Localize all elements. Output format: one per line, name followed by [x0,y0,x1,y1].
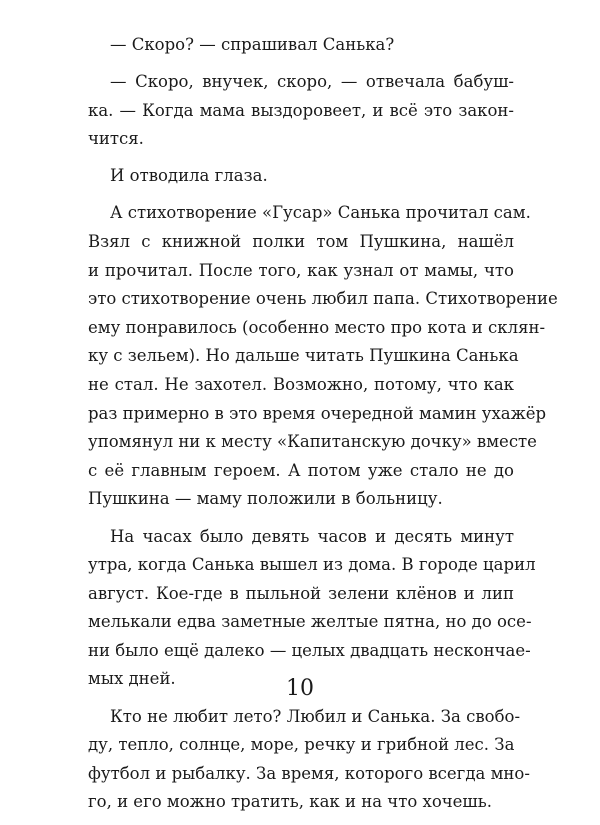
text-line: На часах было девять часов и десять минут [110,526,514,546]
text-line: мелькали едва заметные желтые пятна, но до осе- [88,612,532,632]
paragraph [88,523,536,695]
text-line: это стихотворение очень любил папа. Стихотворение [88,289,558,309]
text-line: ни было ещё далеко — целых двадцать нескончае- [88,640,531,660]
text-line: го, и его можно тратить, как и на что хочешь. [88,792,493,812]
text-line: упомянул ни к месту «Капитанскую дочку» вместе [88,432,537,452]
text-line: футбол и рыбалку. За время, которого всегда мно- [88,763,530,783]
text-line: И отводила глаза. [110,166,268,186]
text-line: — Скоро? — спрашивал Санька? [110,35,395,54]
text-line: ка. — Когда мама выздоровеет, и всё это закон- [88,100,514,120]
text-line: чится. [88,129,144,149]
paragraph [88,68,514,154]
text-line: Взял с книжной полки том Пушкина, нашёл [88,232,514,252]
text-line: Кто не любит лето? Любил и Санька. За свобо- [110,706,521,726]
body-text [88,31,558,825]
text-line: ку с зельем). Но дальше читать Пушкина Санька [88,346,519,366]
paragraph [88,162,514,191]
text-line: А стихотворение «Гусар» Санька прочитал сам. [110,203,531,223]
text-line: — Скоро, внучек, скоро, — отвечала бабуш- [110,72,514,92]
paragraph [88,31,514,60]
text-line: Пушкина — маму положили в больницу. [88,489,443,509]
text-line: утра, когда Санька вышел из дома. В городе царил [88,555,536,575]
paragraph [88,199,558,514]
text-line: и прочитал. После того, как узнал от мамы, что [88,260,514,280]
text-line: мых дней. [88,669,176,689]
paragraph [88,703,530,817]
text-line: ему понравилось (особенно место про кота и склян- [88,317,546,337]
text-line: раз примерно в это время очередной мамин ухажёр [88,403,547,423]
text-line: с её главным героем. А потом уже стало не до [88,460,514,480]
text-line: август. Кое-где в пыльной зелени клёнов и лип [88,583,514,603]
text-line: ду, тепло, солнце, море, речку и грибной лес. За [88,735,515,755]
page-number: 10 [286,676,314,701]
text-line: не стал. Не захотел. Возможно, потому, что как [88,375,514,395]
